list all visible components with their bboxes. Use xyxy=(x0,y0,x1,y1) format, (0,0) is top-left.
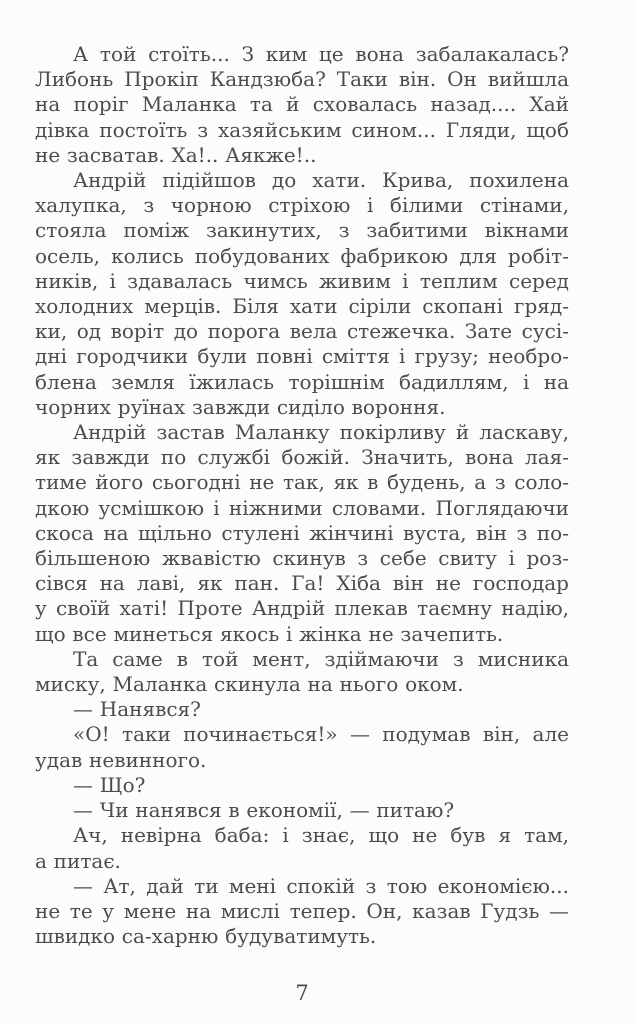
text-line: Та саме в той мент, здіймаючи з мисника xyxy=(73,646,569,671)
paragraph xyxy=(35,722,569,772)
text-line: Ач, невірна баба: і знає, що не був я там, xyxy=(73,823,569,848)
text-line: холодних мерців. Біля хати сіріли скопані гряд- xyxy=(35,294,569,319)
text-line: Андрій підійшов до хати. Крива, похилена xyxy=(73,168,569,193)
paragraph xyxy=(35,168,569,420)
page-text-block xyxy=(35,42,569,949)
text-line: — Чи нанявся в економії, — питаю? xyxy=(73,798,455,823)
paragraph xyxy=(35,697,569,722)
text-line: скоса на щільно стулені жінчині вуста, він з по- xyxy=(35,520,569,545)
text-line: халупка, з чорною стріхою і білими стінами, xyxy=(35,193,569,218)
text-line: блена земля їжилась торішнім бадиллям, і на xyxy=(35,369,569,394)
text-line: більшеною жвавістю скинув з себе свиту і роз- xyxy=(35,546,569,571)
text-line: що все минеться якось і жінка не зачепить. xyxy=(35,621,504,646)
text-line: — Що? xyxy=(73,772,146,797)
text-line: миску, Маланка скинула на нього оком. xyxy=(35,672,464,697)
page-number: 7 xyxy=(295,981,309,1005)
text-line: ки, од воріт до порога вела стежечка. Зате сусі- xyxy=(35,319,569,344)
text-line: сівся на лаві, як пан. Га! Хіба він не господар xyxy=(35,571,569,596)
text-line: дівка постоїть з хазяйським сином... Гляди, щоб xyxy=(35,117,569,142)
text-line: дні городчики були повні сміття і грузу; необро- xyxy=(35,344,569,369)
text-line: А той стоїть... З ким це вона забалакалась? xyxy=(73,42,569,66)
text-line: чорних руїнах завжди сиділо вороння. xyxy=(35,394,446,419)
text-line: Либонь Прокіп Кандзюба? Таки він. Он вийшла xyxy=(35,67,569,92)
paragraph xyxy=(35,42,569,168)
text-line: у своїй хаті! Проте Андрій плекав таємну надію, xyxy=(35,596,569,621)
text-line: дкою усмішкою і ніжними словами. Поглядаючи xyxy=(35,495,569,520)
paragraph xyxy=(35,798,569,823)
paragraph xyxy=(35,823,569,873)
text-line: удав невинного. xyxy=(35,747,207,772)
text-line: а питає. xyxy=(35,848,121,873)
text-line: «О! таки починається!» — подумав він, але xyxy=(73,722,569,747)
text-line: не те у мене на мислі тепер. Он, казав Гудзь — xyxy=(35,898,569,923)
text-line: осель, колись побудованих фабрикою для робіт- xyxy=(35,243,569,268)
paragraph xyxy=(35,874,569,950)
text-line: ників, і здавалась чимсь живим і теплим серед xyxy=(35,268,569,293)
text-line: швидко са-харню будуватимуть. xyxy=(35,924,377,949)
paragraph xyxy=(35,647,569,697)
text-line: — Ат, дай ти мені спокій з тою економією... xyxy=(73,873,569,898)
text-line: тиме його сьогодні не так, як в будень, а з соло- xyxy=(35,470,569,495)
text-line: на поріг Маланка та й сховалась назад.... Хай xyxy=(35,92,569,117)
text-line: Андрій застав Маланку покірливу й ласкаву, xyxy=(73,420,569,445)
text-line: стояла поміж закинутих, з забитими вікнами xyxy=(35,218,569,243)
paragraph xyxy=(35,773,569,798)
paragraph xyxy=(35,420,569,647)
text-line: — Нанявся? xyxy=(73,697,201,722)
text-line: не засватав. Ха!.. Аякже!.. xyxy=(35,142,317,167)
text-line: як завжди по службі божій. Значить, вона лая- xyxy=(35,445,569,470)
